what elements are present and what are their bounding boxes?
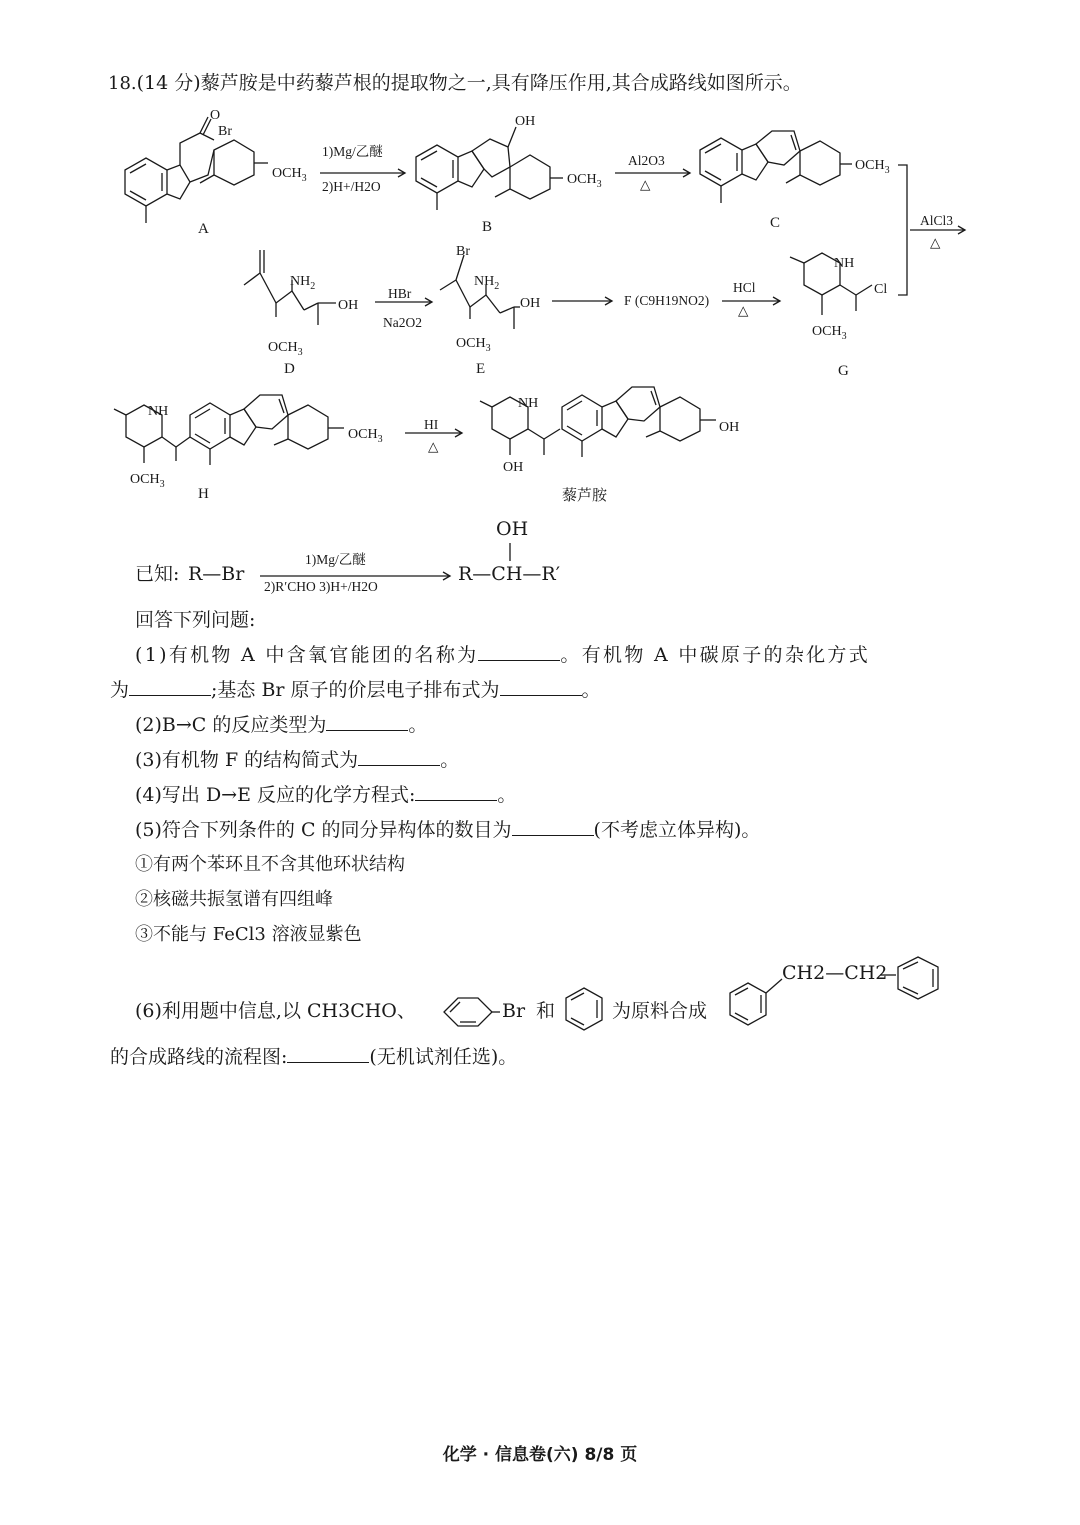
compound-e-structure [440, 255, 520, 329]
label-product: 藜芦胺 [562, 486, 608, 504]
label-h: H [198, 486, 209, 502]
q3-line [135, 751, 459, 770]
known-cond-top: 1)Mg/乙醚 [305, 552, 366, 567]
q5-text-a: (5)符合下列条件的 C 的同分异构体的数目为 [135, 819, 512, 841]
reagent-h3o: 2)H+/H2O [322, 179, 381, 194]
q1-blank-3[interactable] [500, 694, 582, 696]
q2-text-b: 。 [408, 714, 428, 736]
label-e: E [476, 361, 486, 377]
q6-target-chain: CH2—CH2 [782, 962, 888, 984]
reagent-mg: 1)Mg/乙醚 [322, 144, 383, 159]
compound-a-structure [125, 117, 268, 223]
reagent-hi: HI [424, 417, 439, 432]
label-a: A [198, 221, 209, 237]
known-reactant: R—Br [188, 563, 245, 585]
q1-text-c: 为 [110, 679, 130, 701]
q6-line2 [110, 1048, 517, 1067]
label-b: B [482, 219, 493, 235]
svg-text:OCH3: $OCH_3$ [348, 427, 383, 445]
q1-text-e: 。 [581, 679, 601, 701]
q6-blank[interactable] [287, 1061, 369, 1063]
svg-text:NH2: $NH_2$ [474, 274, 500, 292]
reagent-heat-hi: △ [428, 439, 439, 454]
svg-text:Br: Br [456, 244, 470, 259]
svg-text:OCH3: $OCH_3$ [272, 166, 307, 184]
page-footer: 化学 · 信息卷(六) 8/8 页 [442, 1445, 638, 1465]
q5-condition-3: ③不能与 FeCl3 溶液显紫色 [135, 924, 362, 945]
q6-text-c: 为原料合成 [612, 1000, 708, 1022]
reagent-al2o3: Al2O3 [628, 153, 665, 168]
q6-text-b: 和 [536, 1000, 556, 1022]
known-product: R—CH—R′ [458, 563, 561, 585]
q5-blank[interactable] [512, 834, 594, 836]
svg-text:OH: OH [503, 460, 524, 475]
q2-blank[interactable] [326, 729, 408, 731]
compound-g-structure [790, 253, 872, 315]
compound-b-structure [416, 127, 563, 210]
svg-text:OH: OH [338, 298, 359, 313]
product-structure [480, 387, 716, 457]
svg-text:OCH3: $OCH_3$ [130, 472, 165, 490]
q4-line [135, 786, 516, 805]
svg-text:NH: NH [834, 256, 855, 271]
svg-text:Cl: Cl [874, 282, 888, 297]
svg-text:Br: Br [218, 124, 232, 139]
reagent-heat-h: △ [930, 235, 941, 250]
reagent-hbr: HBr [388, 286, 412, 301]
label-f-formula: F (C9H19NO2) [624, 293, 710, 308]
svg-text:NH: NH [148, 404, 169, 419]
benzene-structure [564, 986, 614, 1036]
svg-text:OCH3: $OCH_3$ [456, 336, 491, 354]
q6-text-e: (无机试剂任选)。 [369, 1046, 518, 1068]
compound-c-structure [700, 131, 852, 203]
svg-text:OCH3: $OCH_3$ [855, 158, 890, 176]
reagent-na2o2: Na2O2 [383, 315, 422, 330]
svg-text:O: O [210, 108, 221, 123]
q2-text-a: (2)B→C 的反应类型为 [135, 714, 327, 736]
svg-text:OH: OH [520, 296, 541, 311]
question-number: 18. [108, 73, 137, 94]
answer-prompt: 回答下列问题: [135, 609, 256, 631]
q6-br: Br [502, 1000, 526, 1022]
svg-text:OH: OH [719, 420, 740, 435]
question-points: (14 分) [136, 72, 201, 94]
q5-condition-2: ②核磁共振氢谱有四组峰 [135, 889, 333, 910]
q6-text-d: 的合成路线的流程图: [110, 1046, 288, 1068]
q1-blank-1[interactable] [478, 659, 560, 661]
q4-text-a: (4)写出 D→E 反应的化学方程式: [135, 784, 416, 806]
question-intro: 藜芦胺是中药藜芦根的提取物之一,具有降压作用,其合成路线如图所示。 [200, 72, 802, 94]
q5-line [135, 821, 760, 840]
q1-line1 [135, 646, 870, 665]
q3-blank[interactable] [358, 764, 440, 766]
q1-text-b: 。有机物 A 中碳原子的杂化方式 [560, 644, 871, 666]
reagent-alcl3: AlCl3 [920, 213, 954, 228]
svg-text:OCH3: $OCH_3$ [268, 340, 303, 358]
q5-text-b: (不考虑立体异构)。 [593, 819, 761, 841]
svg-text:OH: OH [515, 114, 536, 129]
label-d: D [284, 361, 295, 377]
q5-condition-1: ①有两个苯环且不含其他环状结构 [135, 854, 405, 875]
known-cond-bottom: 2)R′CHO 3)H+/H2O [264, 579, 378, 594]
reagent-heat-fg: △ [738, 303, 749, 318]
svg-text:NH: NH [518, 396, 539, 411]
q6-text-a: (6)利用题中信息,以 CH3CHO、 [135, 1000, 416, 1022]
reaction-scheme [0, 95, 1080, 615]
reagent-heat-bc: △ [640, 177, 651, 192]
q1-text-d: ;基态 Br 原子的价层电子排布式为 [211, 679, 500, 701]
q3-text-a: (3)有机物 F 的结构简式为 [135, 749, 359, 771]
known-oh-bond [509, 543, 513, 563]
svg-text:OCH3: $OCH_3$ [567, 172, 602, 190]
q3-text-b: 。 [440, 749, 460, 771]
svg-text:OCH3: $OCH_3$ [812, 324, 847, 342]
label-c: C [770, 215, 781, 231]
label-g: G [838, 363, 849, 379]
reagent-hcl: HCl [733, 280, 756, 295]
known-prefix: 已知: [135, 563, 180, 585]
q2-line [135, 716, 427, 735]
question-header [108, 74, 802, 93]
q1-line2 [110, 681, 601, 700]
q1-blank-2[interactable] [129, 694, 211, 696]
q4-text-b: 。 [497, 784, 517, 806]
q4-blank[interactable] [415, 799, 497, 801]
svg-text:NH2: $NH_2$ [290, 274, 316, 292]
q1-text-a: (1)有机物 A 中含氧官能团的名称为 [135, 644, 479, 666]
known-product-oh: OH [496, 518, 529, 540]
